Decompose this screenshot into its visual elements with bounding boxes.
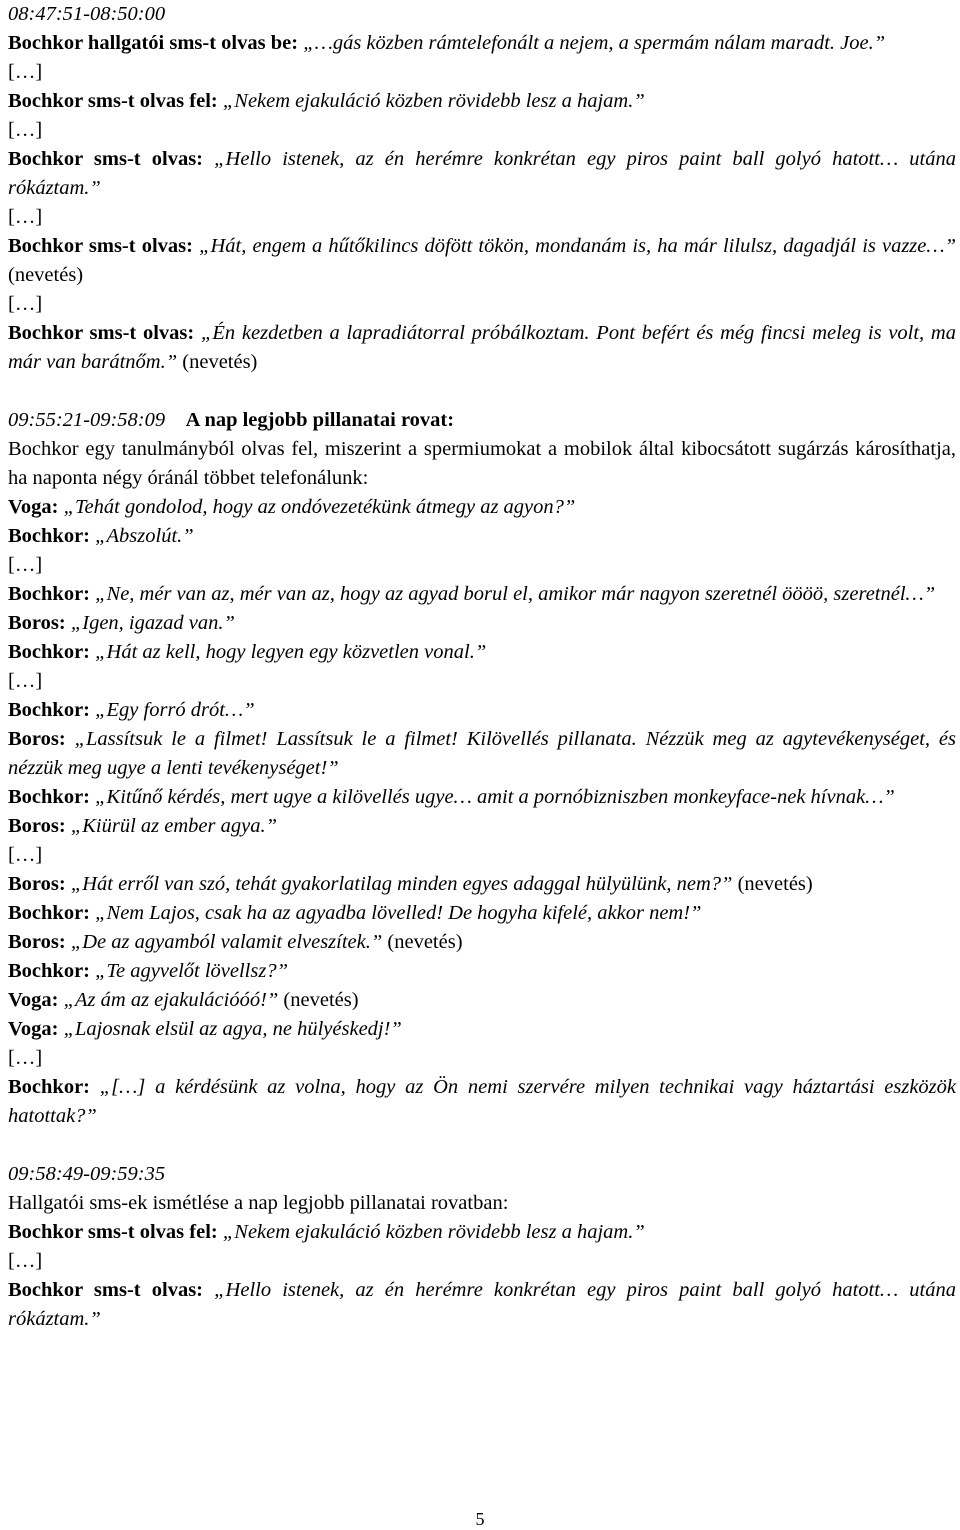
- transcript-entry: [8, 899, 956, 928]
- quote-text: „Lajosnak elsül az agya, ne hülyéskedj!”: [63, 1018, 402, 1040]
- quote-text: „Én kezdetben a lapradiátorral próbálkoztam. Pont befért és még fincsi meleg is volt, ma már van barátnőm.”: [8, 322, 956, 373]
- transcript-entry: [8, 870, 956, 899]
- quote-text: „De az agyamból valamit elveszítek.”: [70, 931, 383, 953]
- quote-text: „Hát az kell, hogy legyen egy közvetlen vonal.”: [95, 641, 487, 663]
- quote-text: „Nekem ejakuláció közben rövidebb lesz a hajam.”: [222, 90, 645, 112]
- quote-text: „Te agyvelőt lövellsz?”: [95, 960, 288, 982]
- speaker-label: Voga:: [8, 496, 59, 518]
- remark-text: (nevetés): [8, 264, 84, 286]
- remark-text: (nevetés): [278, 989, 359, 1011]
- segment-intro: Bochkor egy tanulmányból olvas fel, miszerint a spermiumokat a mobilok által kibocsátott sugárzás károsíthatja, ha naponta négy óránál többet telefonálunk:: [8, 438, 956, 489]
- transcript-entry: [8, 725, 956, 783]
- quote-text: „Ne, mér van az, mér van az, hogy az agyad borul el, amikor már nagyon szeretnél öööö, szeretnél…”: [95, 583, 936, 605]
- omission-marker: […]: [8, 554, 43, 576]
- speaker-label: Bochkor:: [8, 902, 90, 924]
- speaker-label: Boros:: [8, 728, 66, 750]
- remark-text: (nevetés): [732, 873, 813, 895]
- speaker-label: Bochkor sms-t olvas:: [8, 148, 204, 170]
- omission-marker: […]: [8, 670, 43, 692]
- quote-text: „…gás közben rámtelefonált a nejem, a spermám nálam maradt. Joe.”: [303, 32, 886, 54]
- quote-text: „Igen, igazad van.”: [70, 612, 235, 634]
- speaker-label: Voga:: [8, 989, 59, 1011]
- segment-spacer: [8, 377, 956, 406]
- transcript-entry: [8, 1218, 956, 1247]
- omission-marker: […]: [8, 1047, 43, 1069]
- segment-1: [8, 0, 956, 377]
- omission-marker: […]: [8, 206, 43, 228]
- transcript-entry: [8, 522, 956, 551]
- quote-text: „Tehát gondolod, hogy az ondóvezetékünk átmegy az agyon?”: [63, 496, 576, 518]
- segment-timestamp: 09:55:21-09:58:09: [8, 409, 166, 431]
- transcript-entry: [8, 928, 956, 957]
- transcript-entry: [8, 145, 956, 203]
- transcript-page: [8, 0, 956, 1334]
- transcript-entry: [8, 580, 956, 609]
- transcript-entry: [8, 696, 956, 725]
- segment-timestamp: 08:47:51-08:50:00: [8, 3, 166, 25]
- transcript-entry: [8, 1276, 956, 1334]
- speaker-label: Bochkor:: [8, 960, 90, 982]
- transcript-entry: [8, 1015, 956, 1044]
- quote-text: „Hát, engem a hűtőkilincs döfött tökön, mondanám is, ha már lilulsz, dagadjál is vazze…”: [199, 235, 956, 257]
- speaker-label: Bochkor:: [8, 699, 90, 721]
- quote-text: „Nekem ejakuláció közben rövidebb lesz a hajam.”: [222, 1221, 645, 1243]
- quote-text: „Hát erről van szó, tehát gyakorlatilag minden egyes adaggal hülyülünk, nem?”: [70, 873, 733, 895]
- omission-marker: […]: [8, 293, 43, 315]
- transcript-entry: [8, 232, 956, 290]
- segment-intro: Hallgatói sms-ek ismétlése a nap legjobb pillanatai rovatban:: [8, 1192, 509, 1214]
- omission-marker: […]: [8, 844, 43, 866]
- speaker-label: Bochkor sms-t olvas fel:: [8, 1221, 218, 1243]
- omission-marker: […]: [8, 61, 43, 83]
- transcript-entry: [8, 319, 956, 377]
- transcript-entry: [8, 638, 956, 667]
- omission-marker: […]: [8, 1250, 43, 1272]
- segment-timestamp: 09:58:49-09:59:35: [8, 1163, 166, 1185]
- transcript-entry: [8, 1073, 956, 1131]
- quote-text: „Lassítsuk le a filmet! Lassítsuk le a filmet! Kilövellés pillanata. Nézzük meg az agytevékenységet, és nézzük meg ugye a lenti tevékenységet!”: [8, 728, 957, 779]
- speaker-label: Bochkor hallgatói sms-t olvas be:: [8, 32, 299, 54]
- quote-text: „Kiürül az ember agya.”: [70, 815, 277, 837]
- transcript-entry: [8, 493, 956, 522]
- remark-text: (nevetés): [382, 931, 463, 953]
- quote-text: „Egy forró drót…”: [95, 699, 255, 721]
- segment-2: [8, 406, 956, 1131]
- transcript-entry: [8, 609, 956, 638]
- speaker-label: Boros:: [8, 931, 66, 953]
- segment-heading: A nap legjobb pillanatai rovat:: [185, 409, 455, 431]
- speaker-label: Bochkor:: [8, 786, 90, 808]
- page-number: 5: [475, 1509, 485, 1529]
- speaker-label: Boros:: [8, 815, 66, 837]
- segment-3: [8, 1160, 956, 1334]
- quote-text: „Nem Lajos, csak ha az agyadba lövelled! De hogyha kifelé, akkor nem!”: [95, 902, 702, 924]
- transcript-entry: [8, 29, 956, 58]
- speaker-label: Bochkor sms-t olvas:: [8, 235, 193, 257]
- speaker-label: Bochkor sms-t olvas fel:: [8, 90, 218, 112]
- quote-text: „Az ám az ejakulációóó!”: [63, 989, 279, 1011]
- segment-spacer: [8, 1131, 956, 1160]
- transcript-entry: [8, 957, 956, 986]
- speaker-label: Bochkor:: [8, 583, 90, 605]
- speaker-label: Bochkor:: [8, 641, 90, 663]
- quote-text: „Hello istenek, az én herémre konkrétan egy piros paint ball golyó hatott… utána rókáztam.”: [8, 1279, 956, 1330]
- speaker-label: Bochkor:: [8, 1076, 90, 1098]
- remark-text: (nevetés): [177, 351, 258, 373]
- transcript-entry: [8, 87, 956, 116]
- speaker-label: Boros:: [8, 612, 66, 634]
- transcript-entry: [8, 986, 956, 1015]
- speaker-label: Bochkor sms-t olvas:: [8, 322, 195, 344]
- omission-marker: […]: [8, 119, 43, 141]
- speaker-label: Voga:: [8, 1018, 59, 1040]
- segment-header: [8, 406, 956, 435]
- transcript-entry: [8, 812, 956, 841]
- speaker-label: Bochkor:: [8, 525, 90, 547]
- speaker-label: Boros:: [8, 873, 66, 895]
- quote-text: „Abszolút.”: [95, 525, 194, 547]
- speaker-label: Bochkor sms-t olvas:: [8, 1279, 204, 1301]
- quote-text: „Hello istenek, az én herémre konkrétan egy piros paint ball golyó hatott… utána rókáztam.”: [8, 148, 956, 199]
- quote-text: „[…] a kérdésünk az volna, hogy az Ön nemi szervére milyen technikai vagy háztartási eszközök hatottak?”: [8, 1076, 956, 1127]
- transcript-entry: [8, 783, 956, 812]
- quote-text: „Kitűnő kérdés, mert ugye a kilövellés ugye… amit a pornóbizniszben monkeyface-nek hívnak…”: [95, 786, 895, 808]
